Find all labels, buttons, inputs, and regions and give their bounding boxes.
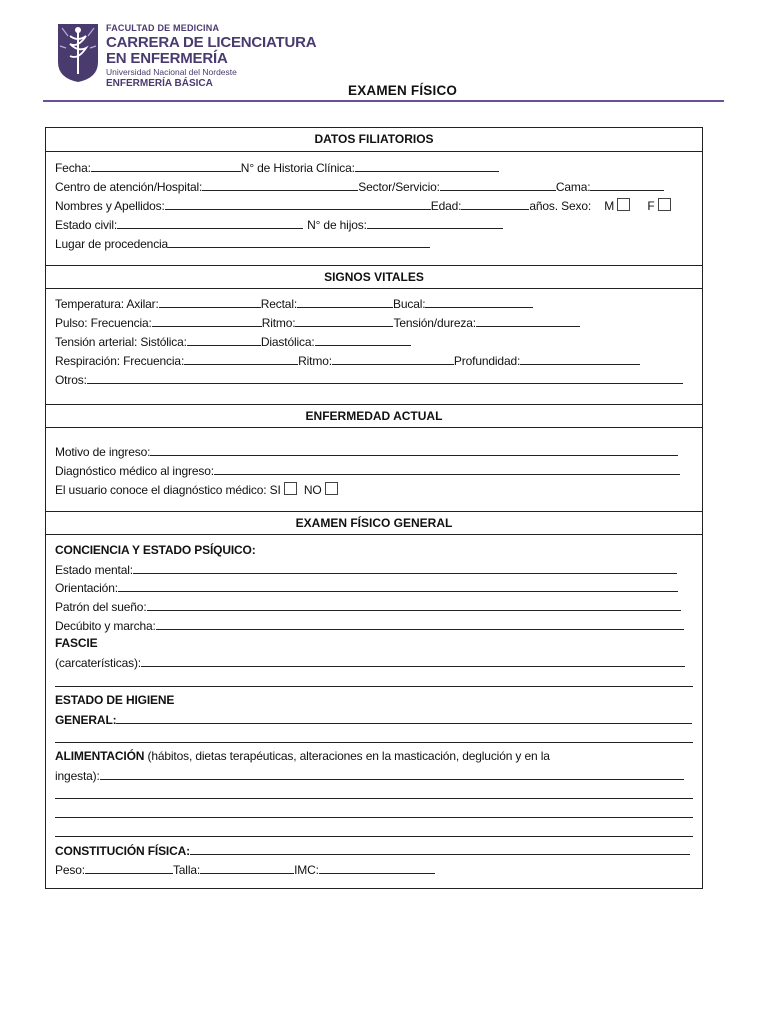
nombres-label: Nombres y Apellidos:	[55, 199, 165, 213]
higiene-heading: ESTADO DE HIGIENE	[55, 693, 175, 707]
row-higiene	[55, 712, 692, 727]
row-temperatura	[55, 296, 533, 311]
sector-label: Sector/Servicio:	[358, 180, 440, 194]
edad-label: Edad:	[430, 199, 462, 213]
row-estado-civil	[55, 217, 503, 232]
row-orientacion	[55, 580, 678, 595]
decubito-label: Decúbito y marcha:	[55, 619, 156, 633]
caracteristicas-label: (carcaterísticas):	[55, 656, 141, 670]
diagnostico-label: Diagnóstico médico al ingreso:	[55, 464, 214, 478]
ingesta-field[interactable]	[100, 768, 684, 780]
conoce-label: El usuario conoce el diagnóstico médico: SI	[55, 483, 281, 497]
peso-label: Peso:	[55, 863, 85, 877]
diagnostico-field[interactable]	[214, 463, 680, 475]
sexo-m-checkbox[interactable]	[617, 198, 630, 211]
constitucion-field[interactable]	[190, 843, 690, 855]
row-conoce	[55, 482, 338, 497]
faculty-logo-icon	[56, 22, 100, 84]
orientacion-field[interactable]	[118, 580, 678, 592]
alimentacion-description: (hábitos, dietas terapéuticas, alteraciones en la masticación, deglución y en la	[144, 749, 550, 763]
row-patron-sueno	[55, 599, 681, 614]
sexo-m-label: M	[604, 199, 615, 213]
row-pulso	[55, 315, 580, 330]
sistolica-field[interactable]	[187, 334, 261, 346]
fascie-heading: FASCIE	[55, 636, 98, 650]
exam-form	[45, 127, 703, 889]
centro-field[interactable]	[202, 179, 358, 191]
cama-label: Cama:	[555, 180, 591, 194]
conciencia-heading: CONCIENCIA Y ESTADO PSÍQUICO:	[55, 543, 256, 557]
talla-field[interactable]	[200, 862, 294, 874]
temperatura-label: Temperatura: Axilar:	[55, 297, 159, 311]
row-alimentacion	[55, 749, 550, 763]
respiracion-label: Respiración: Frecuencia:	[55, 354, 185, 368]
imc-label: IMC:	[294, 863, 319, 877]
lugar-label: Lugar de procedencia	[55, 237, 169, 251]
diastolica-label: Diastólica:	[260, 335, 315, 349]
sexo-f-label: F	[647, 199, 655, 213]
row-nombres	[55, 198, 671, 213]
estado-civil-field[interactable]	[117, 217, 303, 229]
row-constitucion	[55, 843, 690, 858]
document-title: EXAMEN FÍSICO	[348, 83, 458, 98]
section-enfermedad-actual: ENFERMEDAD ACTUAL	[46, 404, 702, 428]
alimentacion-label: ALIMENTACIÓN	[55, 749, 145, 763]
higiene-label: GENERAL:	[55, 713, 117, 727]
row-peso	[55, 862, 435, 877]
fecha-field[interactable]	[91, 160, 241, 172]
course-name: ENFERMERÍA BÁSICA	[106, 77, 213, 89]
profundidad-field[interactable]	[520, 353, 640, 365]
hijos-label: N° de hijos:	[307, 218, 367, 232]
header-divider	[43, 100, 724, 102]
axilar-field[interactable]	[159, 296, 261, 308]
respiracion-ritmo-field[interactable]	[332, 353, 454, 365]
respiracion-ritmo-label: Ritmo:	[298, 354, 332, 368]
fecha-label: Fecha:	[55, 161, 91, 175]
motivo-field[interactable]	[150, 444, 678, 456]
talla-label: Talla:	[172, 863, 201, 877]
row-diagnostico	[55, 463, 680, 478]
historia-field[interactable]	[355, 160, 499, 172]
caracteristicas-field[interactable]	[141, 655, 685, 667]
estado-civil-label: Estado civil:	[55, 218, 118, 232]
alimentacion-extra-line-3[interactable]	[55, 836, 693, 837]
pulso-label: Pulso: Frecuencia:	[55, 316, 152, 330]
conoce-no-label: NO	[303, 483, 322, 497]
patron-label: Patrón del sueño:	[55, 600, 147, 614]
brand-text	[106, 24, 316, 89]
ingesta-label: ingesta):	[55, 769, 100, 783]
row-centro	[55, 179, 664, 194]
alimentacion-extra-line-1[interactable]	[55, 798, 693, 799]
imc-field[interactable]	[319, 862, 435, 874]
diastolica-field[interactable]	[315, 334, 411, 346]
otros-label: Otros:	[55, 373, 87, 387]
constitucion-label: CONSTITUCIÓN FÍSICA:	[55, 844, 190, 858]
peso-field[interactable]	[85, 862, 173, 874]
patron-field[interactable]	[147, 599, 681, 611]
lugar-field[interactable]	[168, 236, 430, 248]
historia-label: N° de Historia Clínica:	[240, 161, 355, 175]
otros-field[interactable]	[87, 372, 683, 384]
row-respiracion	[55, 353, 640, 368]
row-motivo	[55, 444, 678, 459]
edad-field[interactable]	[461, 198, 529, 210]
row-estado-mental	[55, 562, 677, 577]
rectal-field[interactable]	[297, 296, 393, 308]
section-datos-filiatorios: DATOS FILIATORIOS	[46, 128, 702, 152]
orientacion-label: Orientación:	[55, 581, 118, 595]
cama-field[interactable]	[590, 179, 664, 191]
document-header	[0, 0, 768, 105]
tension-arterial-label: Tensión arterial: Sistólica:	[55, 335, 187, 349]
higiene-extra-line[interactable]	[55, 742, 693, 743]
respiracion-frecuencia-field[interactable]	[184, 353, 298, 365]
higiene-field[interactable]	[116, 712, 692, 724]
bucal-label: Bucal:	[393, 297, 426, 311]
estado-mental-label: Estado mental:	[55, 563, 133, 577]
decubito-field[interactable]	[156, 618, 684, 630]
program-line-1: CARRERA DE LICENCIATURA	[106, 34, 317, 51]
row-ingesta	[55, 768, 684, 783]
row-caracteristicas	[55, 655, 685, 670]
rectal-label: Rectal:	[260, 297, 298, 311]
row-decubito	[55, 618, 684, 633]
university-name: Universidad Nacional del Nordeste	[106, 67, 237, 77]
caracteristicas-extra-line[interactable]	[55, 686, 693, 687]
section-examen-fisico-general: EXAMEN FÍSICO GENERAL	[46, 511, 702, 535]
nombres-field[interactable]	[165, 198, 431, 210]
estado-mental-field[interactable]	[133, 562, 677, 574]
section-signos-vitales: SIGNOS VITALES	[46, 265, 702, 289]
row-lugar	[55, 236, 430, 251]
tension-dureza-label: Tensión/dureza:	[393, 316, 476, 330]
profundidad-label: Profundidad:	[453, 354, 521, 368]
row-tension	[55, 334, 411, 349]
pulso-ritmo-field[interactable]	[295, 315, 393, 327]
conoce-si-checkbox[interactable]	[284, 482, 297, 495]
tension-dureza-field[interactable]	[476, 315, 580, 327]
program-line-2: EN ENFERMERÍA	[106, 50, 228, 67]
faculty-name: FACULTAD DE MEDICINA	[106, 23, 220, 33]
bucal-field[interactable]	[425, 296, 533, 308]
pulso-ritmo-label: Ritmo:	[261, 316, 296, 330]
anos-sexo-label: años. Sexo:	[529, 199, 592, 213]
row-fecha	[55, 160, 499, 175]
motivo-label: Motivo de ingreso:	[55, 445, 151, 459]
conoce-no-checkbox[interactable]	[325, 482, 338, 495]
alimentacion-extra-line-2[interactable]	[55, 817, 693, 818]
row-otros	[55, 372, 683, 387]
sector-field[interactable]	[440, 179, 556, 191]
pulso-frecuencia-field[interactable]	[152, 315, 262, 327]
hijos-field[interactable]	[367, 217, 503, 229]
centro-label: Centro de atención/Hospital:	[55, 180, 203, 194]
sexo-f-checkbox[interactable]	[658, 198, 671, 211]
